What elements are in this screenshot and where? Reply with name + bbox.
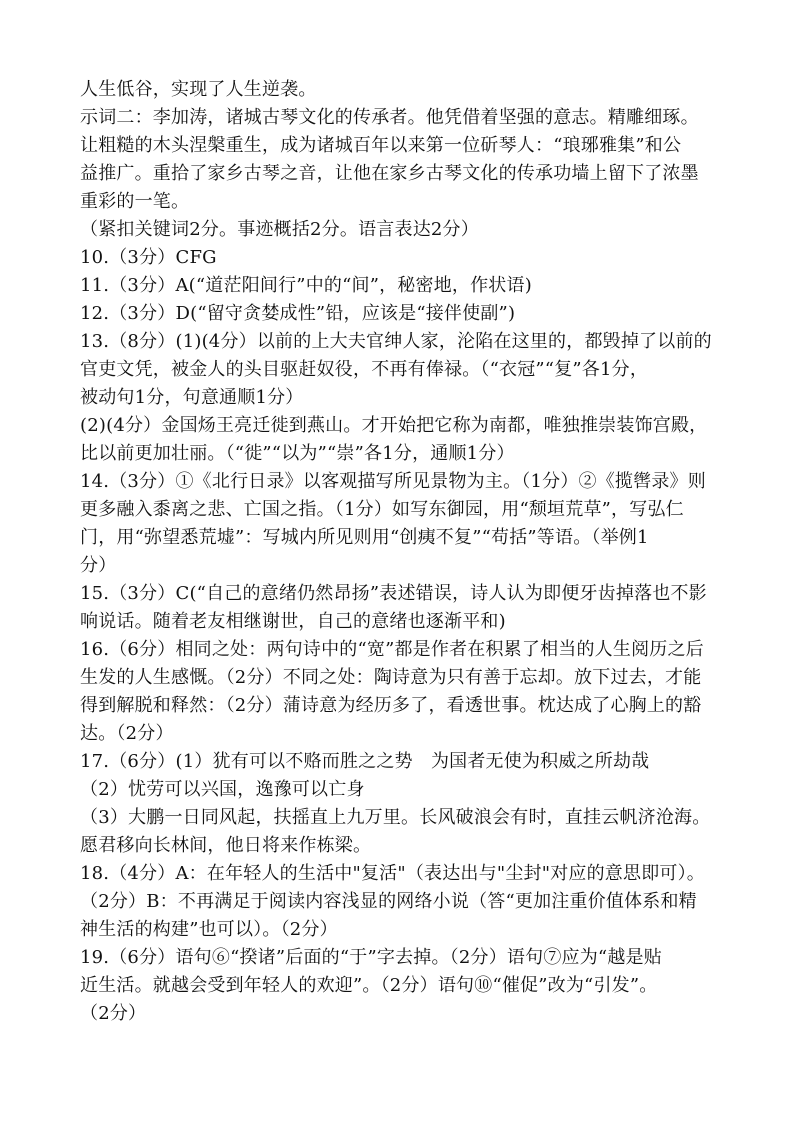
text-line: 被动句1分，句意通顺1分） (80, 387, 304, 408)
answer-16: 16.（6分）相同之处：两句诗中的“宽”都是作者在积累了相当的人生阅历之后 (80, 639, 704, 660)
text-line: （2分）B：不再满足于阅读内容浅显的网络小说（答“更加注重价值体系和精 (80, 891, 697, 912)
text-line: 比以前更加壮丽。（“徙”“以为”“崇”各1分，通顺1分） (80, 443, 515, 464)
text-line: 神生活的构建”也可以）。（2分） (80, 919, 338, 940)
text-line: 门，用“弥望悉荒墟”：写城内所见则用“创痍不复”“苟括”等语。（举例1 (80, 527, 649, 548)
text-line: 让粗糙的木头涅槃重生，成为诸城百年以来第一位斫琴人：“琅琊雅集”和公 (80, 135, 682, 156)
text-line: 生发的人生感慨。（2分）不同之处：陶诗意为只有善于忘却。放下过去，才能 (80, 667, 702, 688)
text-line: 益推广。重拾了家乡古琴之音，让他在家乡古琴文化的传承功墙上留下了浓墨 (80, 163, 699, 184)
answer-15: 15.（3分）C(“自己的意绪仍然昂扬”表述错误，诗人认为即便牙齿掉落也不影 (80, 583, 707, 604)
answer-14: 14.（3分）①《北行日录》以客观描写所见景物为主。（1分）②《揽辔录》则 (80, 471, 706, 492)
answer-11: 11.（3分）A(“道茫阳间行”中的“间”，秘密地，作状语) (80, 275, 532, 296)
answer-12: 12.（3分）D(“留守贪婪成性”铅，应该是“接伴使副”) (80, 303, 516, 324)
text-line: 更多融入黍离之悲、亡国之指。（1分）如写东御园，用“颓垣荒草”，写弘仁 (80, 499, 684, 520)
text-line: (2)(4分）金国炀王亮迁徙到燕山。才开始把它称为南都，唯独推崇装饰宫殿， (80, 415, 708, 436)
answer-10: 10.（3分）CFG (80, 247, 217, 268)
answer-17: 17.（6分）(1）犹有可以不赂而胜之之势 为国者无使为积威之所劫哉 (80, 751, 650, 772)
text-line: （紧扣关键词2分。事迹概括2分。语言表达2分） (80, 219, 479, 240)
text-line: 响说话。随着老友相继谢世，自己的意绪也逐渐平和) (80, 611, 506, 632)
text-line: （2）忧劳可以兴国，逸豫可以亡身 (80, 779, 365, 800)
answer-18: 18.（4分）A：在年轻人的生活中"复活"（表达出与"尘封"对应的意思即可）。 (80, 863, 705, 884)
text-line: 官吏文凭，被金人的头目驱赶奴役，不再有俸禄。（“衣冠”“复”各1分， (80, 359, 649, 380)
answer-19: 19.（6分）语句⑥“揆诸”后面的“于”字去掉。（2分）语句⑦应为“越是贴 (80, 947, 662, 968)
text-line: 重彩的一笔。 (80, 191, 190, 212)
text-line: 得到解脱和释然：（2分）蒲诗意为经历多了，看透世事。枕达成了心胸上的豁 (80, 695, 702, 716)
text-line: （3）大鹏一日同风起，扶摇直上九万里。长风破浪会有时，直挂云帆济沧海。 (80, 807, 711, 828)
text-line: 示词二：李加涛，诸城古琴文化的传承者。他凭借着坚强的意志。精雕细琢。 (80, 107, 699, 128)
text-line: 愿君移向长林间，他日将来作栋梁。 (80, 835, 372, 856)
text-line: 分） (80, 555, 117, 576)
text-line: 人生低谷，实现了人生逆袭。 (80, 79, 317, 100)
text-line: 近生活。就越会受到年轻人的欢迎”。（2分）语句⑩“催促”改为“引发”。 (80, 975, 658, 996)
answer-13: 13.（8分）(1)(4分）以前的上大夫官绅人家，沦陷在这里的，都毁掉了以前的 (80, 331, 712, 352)
text-line: 达。（2分） (80, 723, 174, 744)
text-line: （2分） (80, 1003, 147, 1024)
